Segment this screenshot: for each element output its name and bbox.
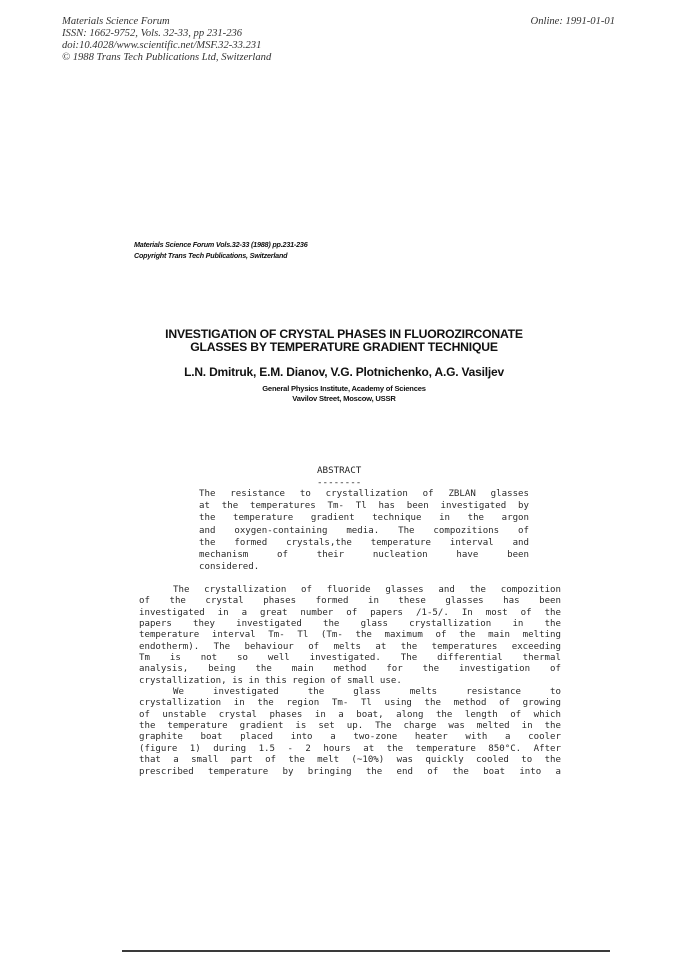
journal-doi: doi:10.4028/www.scientific.net/MSF.32-33.231 [62,40,262,51]
body-text [139,585,561,778]
body-line: endotherm). The behaviour of melts at the temperatures exceeding [139,641,561,652]
body-line: of the crystal phases formed in these glasses has been [139,596,561,607]
paper-title-line-1: INVESTIGATION OF CRYSTAL PHASES IN FLUOROZIRCONATE [165,327,523,341]
body-line: crystallization in the region Tm- Tl using the method of growing [139,698,561,709]
abstract-line: the formed crystals,the temperature interval and [199,537,529,548]
body-line: (figure 1) during 1.5 - 2 hours at the temperature 850°C. After [139,743,561,754]
abstract-line: the temperature gradient technique in the argon [199,513,529,524]
body-line: investigated in a great number of papers /1-5/. In most of the [139,607,561,618]
body-line: prescribed temperature by bringing the end of the boat into a [139,766,561,777]
paper-title-line-2: GLASSES BY TEMPERATURE GRADIENT TECHNIQUE [190,340,498,354]
body-line: We investigated the glass melts resistance to [173,687,561,698]
affiliation [110,384,578,404]
body-line: the temperature gradient is set up. The charge was melted in the [139,721,561,732]
author-list: L.N. Dmitruk, E.M. Dianov, V.G. Plotnichenko, A.G. Vasiljev [184,365,504,379]
abstract-text [199,488,529,573]
abstract-line: mechanism of their nucleation have been [199,550,529,561]
abstract-line: at the temperatures Tm- Tl has been investigated by [199,501,529,512]
body-line: analysis, being the main method for the investigation of [139,664,561,675]
body-line: Tm is not so well investigated. The differential thermal [139,653,561,664]
forum-reference-volume: Materials Science Forum Vols.32-33 (1988) pp.231-236 [134,240,308,249]
affiliation-institute: General Physics Institute, Academy of Sciences [262,384,426,393]
body-line: papers they investigated the glass crystallization in the [139,619,561,630]
abstract-heading: ABSTRACT [317,465,362,476]
online-date: Online: 1991-01-01 [530,16,615,27]
journal-copyright: © 1988 Trans Tech Publications Ltd, Switzerland [62,52,272,63]
abstract-line: The resistance to crystallization of ZBLAN glasses [199,489,529,499]
affiliation-address: Vavilov Street, Moscow, USSR [292,394,396,403]
body-line: of unstable crystal phases in a boat, along the length of which [139,709,561,720]
abstract-line: considered. [199,562,260,573]
forum-reference [134,239,308,261]
body-line: graphite boat placed into a two-zone heater with a cooler [139,732,561,743]
forum-reference-copyright: Copyright Trans Tech Publications, Switzerland [134,251,288,260]
body-line: temperature interval Tm- Tl (Tm- the maximum of the main melting [139,630,561,641]
body-line: crystallization, is in this region of small use. [139,675,402,686]
abstract-underline: -------- [317,477,362,488]
journal-name: Materials Science Forum [62,16,170,27]
body-line: that a small part of the melt (~10%) was quickly cooled to the [139,755,561,766]
journal-header [62,16,271,64]
body-line: The crystallization of fluoride glasses and the compozition [173,585,561,595]
journal-issn: ISSN: 1662-9752, Vols. 32-33, pp 231-236 [62,28,243,39]
abstract-line: and oxygen-containing media. The compozitions of [199,525,529,536]
footer-rule [122,950,610,952]
paper-title [110,328,578,354]
